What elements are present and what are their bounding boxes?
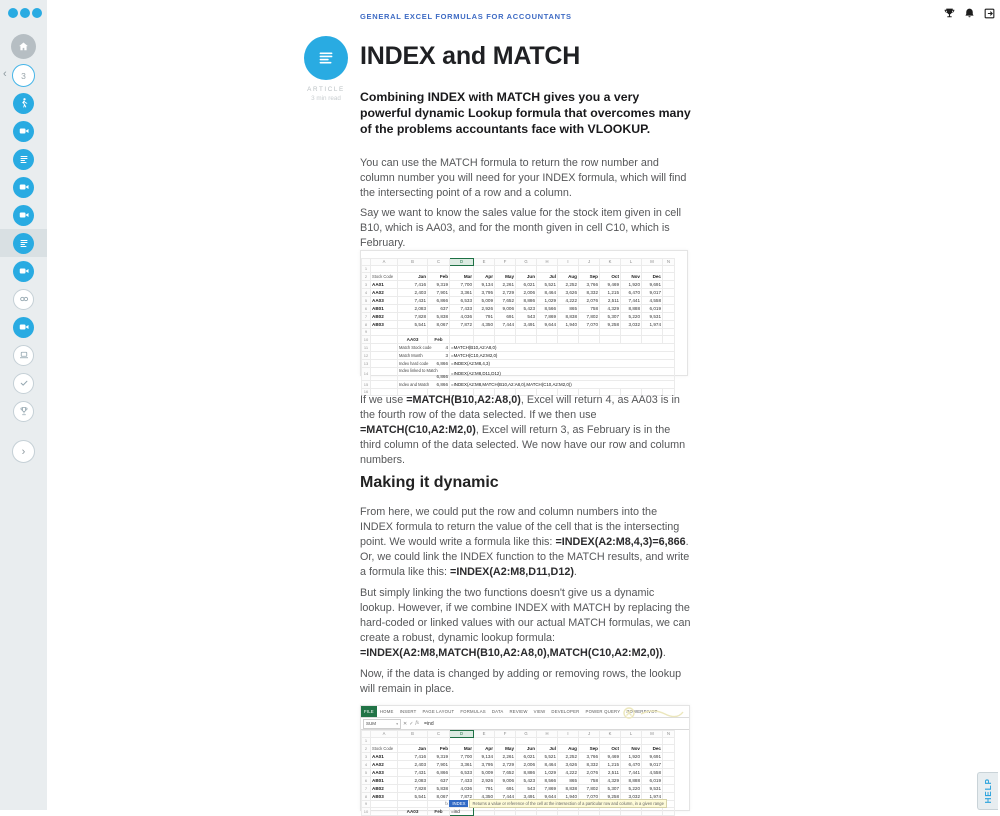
- sidebar-lesson-11-check[interactable]: [0, 369, 47, 397]
- laptop-icon: [13, 345, 34, 366]
- article-icon: [13, 149, 34, 170]
- ribbon-tab-data: DATA: [491, 709, 504, 714]
- paragraph: If we use =MATCH(B10,A2:A8,0), Excel will return 4, as AA03 is in the fourth row of the data selected. If we then use =MATCH(C10,A2:M2,0), Excel will return 3, as February is in the third column of the data selected. We now have our row and column numbers.: [360, 394, 686, 466]
- bell-icon[interactable]: [963, 7, 976, 20]
- excel-screenshot-index-match-example: [360, 250, 688, 394]
- ribbon-tab-developer: DEVELOPER: [551, 709, 580, 714]
- paragraph: But simply linking the two functions doesn't give us a dynamic lookup. However, if we combine INDEX with MATCH by replacing the hard-coded or linked values with our actual MATCH formulas, we can create a robust, dynamic lookup formula: =INDEX(A2:M8,MATCH(B10,A2:A8,0),MATCH(C10,A2:M2,0)).: [360, 587, 691, 659]
- trophy-icon[interactable]: [943, 7, 956, 20]
- ribbon-tab-insert: INSERT: [399, 709, 417, 714]
- article-icon: [304, 36, 348, 80]
- video-icon: [13, 317, 34, 338]
- ribbon-tab-formulas: FORMULAS: [460, 709, 486, 714]
- video-icon: [13, 177, 34, 198]
- check-icon: [13, 373, 34, 394]
- excel-ribbon: [361, 706, 689, 718]
- logo-dot: [32, 8, 42, 18]
- highlighter-annotation: [621, 706, 685, 720]
- function-autocomplete: [445, 799, 667, 808]
- autocomplete-tooltip: Returns a value or reference of the cell at the intersection of a particular row and column, in a given range: [469, 799, 666, 808]
- enter-icon: ✓: [409, 720, 414, 727]
- article-kind-label: ARTICLE: [307, 86, 345, 93]
- ribbon-tab-powerpivot: POWERPIVOT: [626, 709, 658, 714]
- brand-logo[interactable]: [8, 8, 42, 18]
- sidebar-lesson-9-video[interactable]: [0, 313, 47, 341]
- sidebar-lesson-5-video[interactable]: [0, 201, 47, 229]
- article-type-badge: [303, 36, 349, 102]
- ribbon-tab-view: VIEW: [533, 709, 546, 714]
- lesson-list: [0, 89, 47, 425]
- trophy-icon: [13, 401, 34, 422]
- module-progress: [0, 63, 47, 89]
- sidebar-lesson-1-walk[interactable]: [0, 89, 47, 117]
- module-progress-indicator[interactable]: [12, 64, 35, 87]
- people-icon: [13, 289, 34, 310]
- cancel-icon: ✕: [403, 720, 408, 727]
- video-icon: [13, 205, 34, 226]
- sidebar-lesson-4-video[interactable]: [0, 173, 47, 201]
- next-section-button[interactable]: [12, 440, 35, 463]
- module-progress-count: 3: [21, 70, 26, 81]
- home-icon: [17, 40, 30, 53]
- course-nav-sidebar: [0, 0, 47, 810]
- sidebar-lesson-12-trophy[interactable]: [0, 397, 47, 425]
- sidebar-lesson-8-people[interactable]: [0, 285, 47, 313]
- logo-dot: [8, 8, 18, 18]
- article-intro: Combining INDEX with MATCH gives you a very powerful dynamic Lookup formula that overcomes many of the problems accountants face with VLOOKUP.: [360, 90, 691, 136]
- autocomplete-item-index: INDEX: [449, 800, 468, 807]
- ribbon-tab-home: HOME: [379, 709, 394, 714]
- sidebar-lesson-2-video[interactable]: [0, 117, 47, 145]
- sidebar-lesson-10-laptop[interactable]: [0, 341, 47, 369]
- chevron-right-icon: ›: [21, 445, 26, 458]
- spreadsheet-grid: A B C D E F G H I J K L M N 1 2 Stock Code Jan Feb Mar Apr May Jun Jul Aug Sep Oct Nov Dec 3 AA01 7,416 9,319 7,700 9,134 2,261 6,021 5,521 2,252 3,766 9,469 1,920 9,691 4 AA02 2,403 7,901 3,361 3,795 2,729 2,006 8,464 3,626 8,332 1,215 6,470 9,017 5 AA03 7,431 6,866 6,533 5,009 7,652 8,886 1,029 4,222 2,076 2,511 7,441 4,558 6 AB01 2,083 637 7,433 2,926 9,006 5,423 8,566 865 758 4,329 8,888 6,019 7 AB02 7,828 5,838 4,036 791 691 543 7,869 8,838 7,802 5,307 5,220 9,531 8 AB03 5,541 8,067 7,872 4,350 7,444 3,491 9,644 1,940 7,070 9,258 3,032 1,974 9 10 AA03 Feb =ind: [361, 730, 675, 816]
- ribbon-tab-page-layout: PAGE LAYOUT: [422, 709, 455, 714]
- help-tab[interactable]: [977, 772, 998, 810]
- section-heading: Making it dynamic: [360, 474, 499, 491]
- paragraph: From here, we could put the row and column numbers into the INDEX formula to return the value of the cell that is the intersecting point. We would write a formula like this: =INDEX(A2:M8,4,3)=6,866. Or, we could link the INDEX function to the MATCH results, and write a formula like this: =INDEX(A2:M8,D11,D12).: [360, 506, 690, 578]
- read-time-label: 3 min read: [311, 95, 341, 102]
- paragraph: Now, if the data is changed by adding or removing rows, the lookup will remain in place.: [360, 668, 682, 695]
- logo-dot: [20, 8, 30, 18]
- ribbon-tab-review: REVIEW: [509, 709, 528, 714]
- walk-icon: [13, 93, 34, 114]
- course-title-breadcrumb: GENERAL EXCEL FORMULAS FOR ACCOUNTANTS: [360, 12, 572, 21]
- help-tab-label: HELP: [983, 778, 993, 804]
- formula-bar-value: =ind: [424, 720, 434, 727]
- collapse-sidebar-chevron-icon[interactable]: ‹: [3, 68, 7, 80]
- sidebar-lesson-7-video[interactable]: [0, 257, 47, 285]
- formula-bar-buttons: [403, 721, 419, 727]
- sign-out-icon[interactable]: [983, 7, 996, 20]
- page-title: INDEX and MATCH: [360, 42, 581, 70]
- article-icon: [13, 233, 34, 254]
- insert-function-icon: fx: [415, 721, 420, 726]
- excel-screenshot-typing-index: [360, 705, 690, 814]
- paragraph: You can use the MATCH formula to return the row number and column number you will need for your INDEX formula, which will find the intersecting point of a row and a column.: [360, 157, 687, 199]
- video-icon: [13, 261, 34, 282]
- ribbon-tab-file: FILE: [361, 706, 377, 717]
- active-cell-d10: =ind: [450, 808, 474, 816]
- sidebar-lesson-6-article[interactable]: [0, 229, 47, 257]
- name-box: SUM ▾: [363, 719, 401, 729]
- home-button[interactable]: [11, 34, 36, 59]
- video-icon: [13, 121, 34, 142]
- function-icon: fx: [445, 801, 449, 806]
- sidebar-lesson-3-article[interactable]: [0, 145, 47, 173]
- ribbon-tab-power-query: POWER QUERY: [585, 709, 621, 714]
- topbar-actions: [943, 7, 996, 20]
- paragraph: Say we want to know the sales value for the stock item given in cell B10, which is AA03, and for the month given in cell C10, which is February.: [360, 207, 682, 249]
- spreadsheet-grid: A B C D E F G H I J K L M N 1 2 Stock Code Jan Feb Mar Apr May Jun Jul Aug Sep Oct Nov Dec 3 AA01 7,416 9,319 7,700 9,134 2,261 6,021 5,521 2,252 3,766 9,469 1,920 9,691 4 AA02 2,403 7,901 3,361 3,795 2,729 2,006 8,464 3,626 8,332 1,215 6,470 9,017 5 AA03 7,431 6,866 6,533 5,009 7,652 8,886 1,029 4,222 2,076 2,511 7,441 4,558 6 AB01 2,083 637 7,433 2,926 9,006 5,423 8,566 865 758 4,329 8,888 6,019 7 AB02 7,828 5,838 4,036 791 691 543 7,869 8,838 7,802 5,307 5,220 9,531 8 AB03 5,541 8,067 7,872 4,350 7,444 3,491 9,644 1,940 7,070 9,258 3,032 1,974 9 10 AA03 Feb 11 Match Stock code 4 =MATCH(B10,A2:A8,0) 12 Match Month 3 =MATCH(C10,A2:M2,0) 13 Index hard code 6,866 =INDEX(A2:M8,4,3) 14 Index linked to Match 6,866 =INDEX(A2:M8,D11,D12) 15 Index and Match 6,866 =INDEX(A2:M8,MATCH(B10,A2:A8,0),MATCH(C10,A2:M2,0)) 16: [361, 258, 675, 396]
